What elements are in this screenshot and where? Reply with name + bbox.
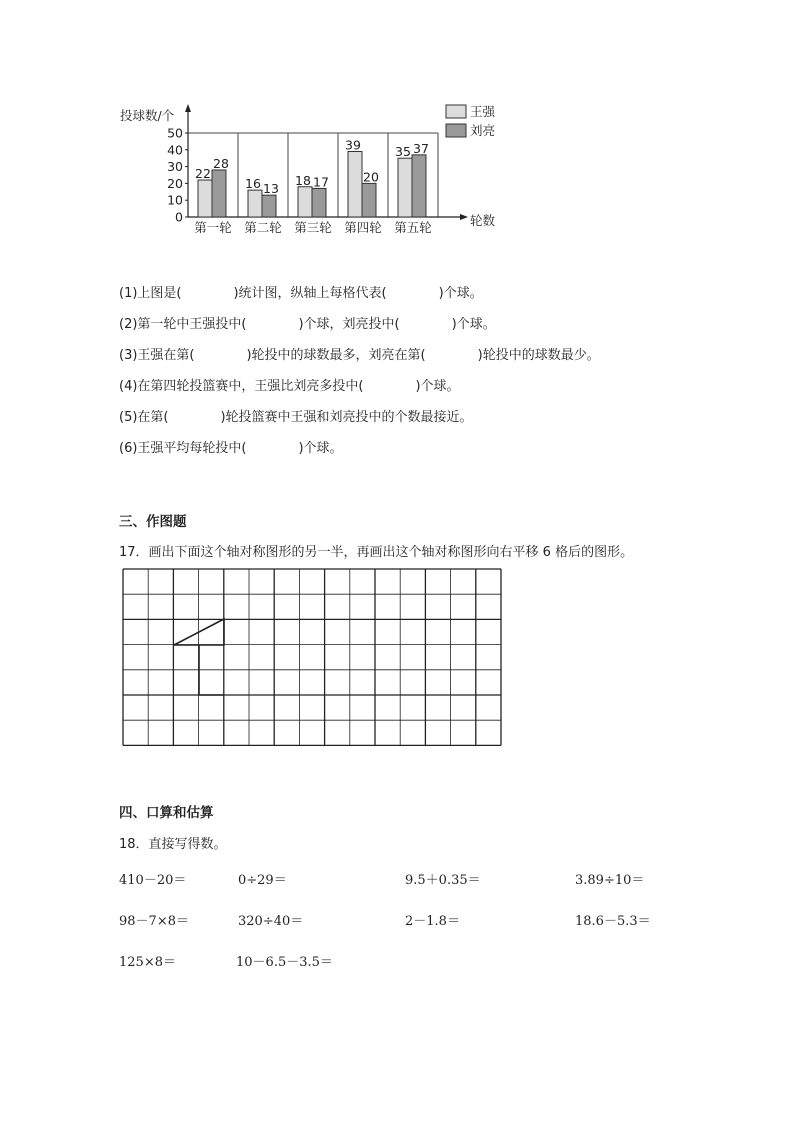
calc-item: 98－7×8＝ [119, 914, 189, 929]
bar-chart [110, 98, 510, 238]
bar [312, 188, 326, 217]
bar-value-label: 17 [313, 174, 329, 190]
question-17: 17．画出下面这个轴对称图形的另一半，再画出这个轴对称图形向右平移 6 格后的图形。 [119, 545, 634, 560]
calc-item: 10－6.5－3.5＝ [236, 955, 333, 970]
calc-item: 410－20＝ [119, 873, 187, 888]
bar [212, 170, 226, 217]
y-tick-label: 0 [175, 209, 183, 225]
y-axis-label: 投球数/个 [120, 108, 175, 123]
category-label: 第五轮 [394, 220, 432, 235]
category-label: 第一轮 [194, 220, 232, 235]
question-6: (6)王强平均每轮投中( )个球。 [119, 441, 343, 456]
bar-value-label: 39 [345, 137, 361, 153]
legend-swatch [446, 105, 466, 118]
calc-item: 0÷29＝ [238, 873, 287, 888]
drawing-grid[interactable] [122, 568, 506, 748]
section-title-drawing: 三、作图题 [119, 514, 187, 530]
legend-label: 王强 [470, 104, 496, 119]
y-tick-label: 50 [167, 125, 183, 141]
calc-item: 2－1.8＝ [405, 914, 460, 929]
question-2: (2)第一轮中王强投中( )个球，刘亮投中( )个球。 [119, 317, 496, 332]
y-tick-label: 40 [167, 142, 183, 158]
legend-swatch [446, 124, 466, 137]
bar-value-label: 35 [395, 144, 411, 160]
bar-value-label: 37 [413, 140, 429, 156]
bar [262, 195, 276, 217]
calc-item: 9.5＋0.35＝ [405, 873, 481, 888]
bar [298, 187, 312, 217]
question-4: (4)在第四轮投篮赛中，王强比刘亮多投中( )个球。 [119, 379, 460, 394]
bar-value-label: 18 [295, 172, 311, 188]
question-1: (1)上图是( )统计图，纵轴上每格代表( )个球。 [119, 286, 483, 301]
calc-item: 3.89÷10＝ [575, 873, 645, 888]
x-axis-arrow [460, 214, 468, 220]
bar [248, 190, 262, 217]
bar-value-label: 16 [245, 176, 261, 192]
question-3: (3)王强在第( )轮投中的球数最多，刘亮在第( )轮投中的球数最少。 [119, 348, 600, 363]
calc-item: 320÷40＝ [238, 914, 304, 929]
y-axis-arrow [185, 104, 191, 112]
calc-item: 125×8＝ [119, 955, 176, 970]
legend-label: 刘亮 [470, 123, 496, 138]
bar-value-label: 28 [213, 155, 229, 171]
bar-value-label: 22 [195, 166, 211, 182]
category-label: 第四轮 [344, 220, 382, 235]
question-5: (5)在第( )轮投篮赛中王强和刘亮投中的个数最接近。 [119, 410, 473, 425]
y-tick-label: 10 [167, 192, 183, 208]
bar [398, 158, 412, 217]
x-axis-label: 轮数 [470, 213, 496, 228]
bar [362, 183, 376, 217]
bar-value-label: 20 [363, 169, 379, 185]
bar [198, 180, 212, 217]
category-label: 第二轮 [244, 220, 282, 235]
bar [348, 151, 362, 217]
category-label: 第三轮 [294, 220, 332, 235]
bar [412, 155, 426, 217]
bar-value-label: 13 [263, 181, 279, 197]
y-tick-label: 30 [167, 159, 183, 175]
y-tick-label: 20 [167, 175, 183, 191]
question-18: 18．直接写得数。 [119, 837, 227, 852]
calc-item: 18.6－5.3＝ [575, 914, 651, 929]
section-title-mental-math: 四、口算和估算 [119, 805, 214, 821]
